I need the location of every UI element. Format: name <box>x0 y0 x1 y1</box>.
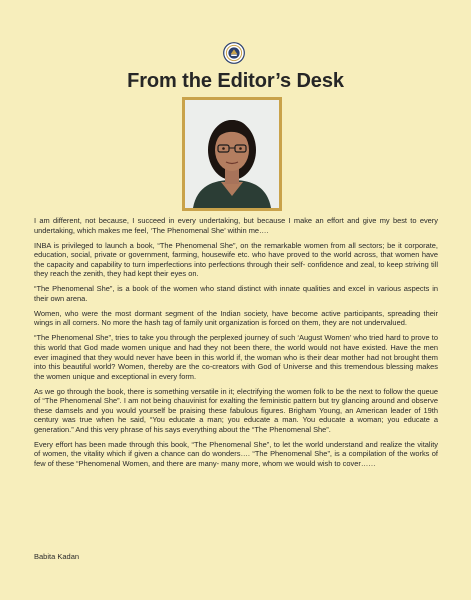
paragraph-7: Every effort has been made through this book, “The Phenomenal She”, to let the world understand and realize the vitality of women, the vitality which if given a chance can do wonders…. “The Phenomenal She”, is a compilation of the works of few of these “Phenomenal Women, and there are many- many more, whom we would wish to cover…… <box>34 439 438 469</box>
paragraph-3: “The Phenomenal She”, is a book of the women who stand distinct with innate qualities and excel in various aspects in their own arena. <box>34 284 438 303</box>
editorial-body <box>34 216 438 474</box>
paragraph-5: “The Phenomenal She”, tries to take you through the perplexed journey of such ‘August Women’ who tried hard to prove to this world that God made women unique and had they not been there, the world would not have existed. Have the men ever imagined that they would never have been in this world if, the woman who is their dear mother had not brought them into this beautiful world? Women, thereby are the co-creators with God of Universe and this tremendous blessing makes the women unique and exceptional in every form. <box>34 333 438 381</box>
paragraph-6: As we go through the book, there is something versatile in it; electrifying the women folk to be the next to follow the queue of “The Phenomenal She”. I am not being chauvinist for exalting the feministic pattern but try glancing around and observe these damsels and you would yourself be praising these fabulous figures. Brigham Young, an American leader of 19th century was true when he said, “You educate a man; you educate a man. You educate a woman; you educate a generation.” And this very phrase of his says everything about the “The Phenomenal She”. <box>34 386 438 434</box>
page-title: From the Editor’s Desk <box>127 70 344 92</box>
paragraph-1: I am different, not because, I succeed in every undertaking, but because I make an effort and give my best to every undertaking, which makes me feel, ‘The Phenomenal She’ within me…. <box>34 216 438 235</box>
portrait-woman-glasses-icon <box>185 100 279 208</box>
paragraph-2: INBA is privileged to launch a book, “The Phenomenal She”, on the remarkable women from all sectors; be it corporate, education, social, private or government, farming, housewife etc. who have proved to the world across, that women have the capacity and capability to turn imperfections into perfections through their self- confidence and zeal, to keep striving till they reach the zenith, they had kept their eyes on. <box>34 240 438 279</box>
editor-photo <box>182 97 282 211</box>
paragraph-4: Women, who were the most dormant segment of the Indian society, have become active participants, spreading their wings in all corners. No more the hash tag of family unit organization is forced on them, they are not undervalued. <box>34 308 438 328</box>
inba-emblem-icon <box>223 42 245 64</box>
signature: Babita Kadan <box>34 552 80 561</box>
